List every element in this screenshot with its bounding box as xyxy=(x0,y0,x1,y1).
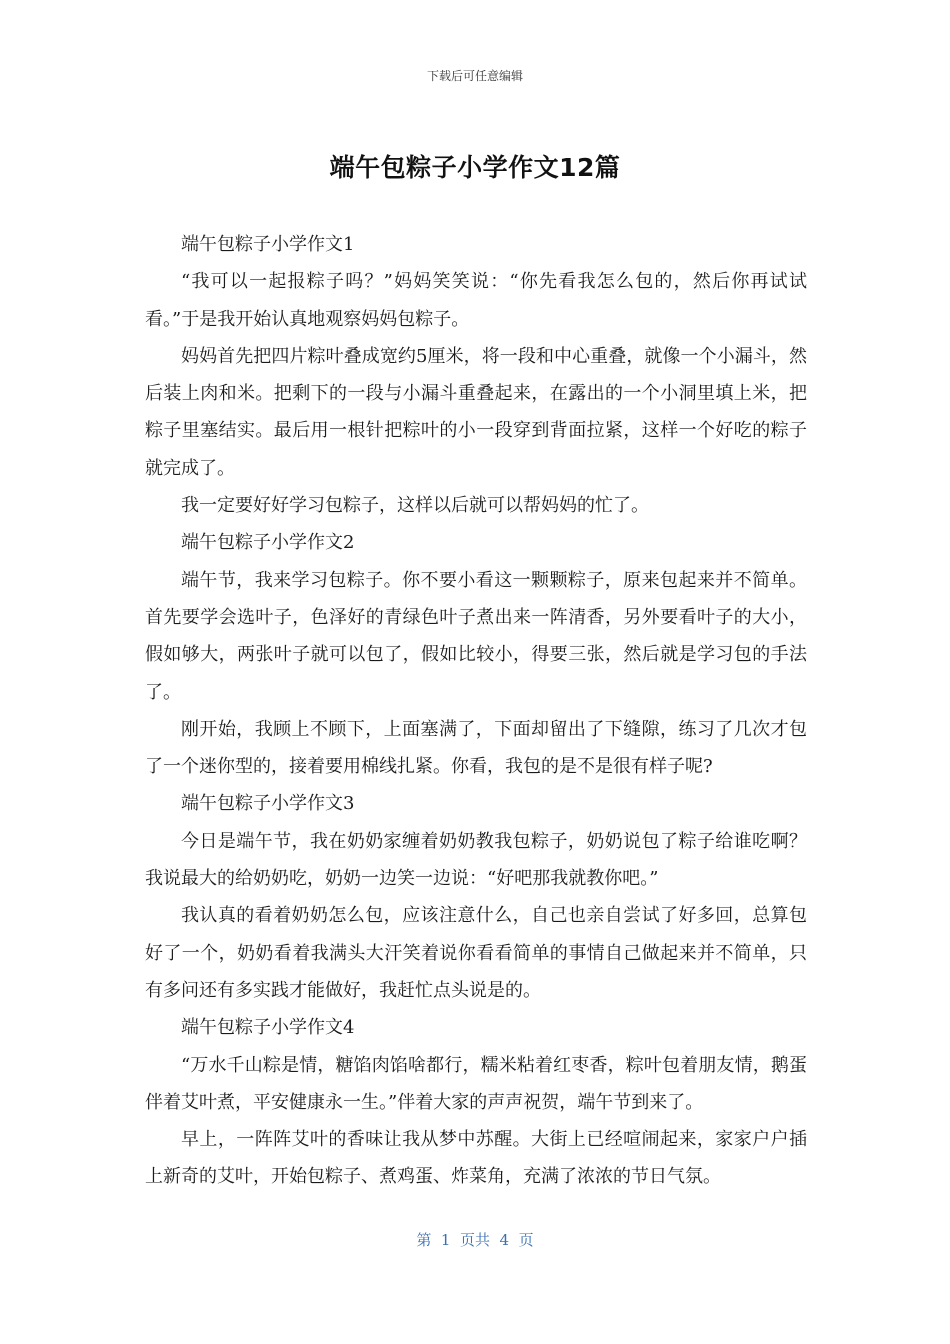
section-heading: 端午包粽子小学作文3 xyxy=(181,793,355,815)
paragraph: 早上，一阵阵艾叶的香味让我从梦中苏醒。大街上已经喧闹起来，家家户户插上新奇的艾叶，开始包粽子、煮鸡蛋、炸菜角，充满了浓浓的节日气氛。 xyxy=(145,1129,807,1188)
page-number-footer: 第 1 页共 4 页 xyxy=(416,1231,534,1249)
document-body xyxy=(145,226,807,1196)
section-heading: 端午包粽子小学作文1 xyxy=(181,234,355,255)
header-note: 下载后可任意编辑 xyxy=(426,69,523,83)
section-heading: 端午包粽子小学作文2 xyxy=(181,532,355,554)
paragraph: 我认真的看着奶奶怎么包，应该注意什么，自己也亲自尝试了好多回，总算包好了一个，奶奶看着我满头大汗笑着说你看看简单的事情自己做起来并不简单，只有多问还有多实践才能做好，我赶忙点头说是的。 xyxy=(145,905,807,1001)
document-title: 端午包粽子小学作文12篇 xyxy=(329,153,621,182)
section-heading: 端午包粽子小学作文4 xyxy=(181,1017,355,1039)
paragraph: 端午节，我来学习包粽子。你不要小看这一颗颗粽子，原来包起来并不简单。首先要学会选叶子，色泽好的青绿色叶子煮出来一阵清香，另外要看叶子的大小，假如够大，两张叶子就可以包了，假如比较小，得要三张，然后就是学习包的手法了。 xyxy=(145,569,807,703)
paragraph: 刚开始，我顾上不顾下，上面塞满了，下面却留出了下缝隙，练习了几次才包了一个迷你型的，接着要用棉线扎紧。你看，我包的是不是很有样子呢? xyxy=(145,718,807,778)
paragraph: “我可以一起报粽子吗？”妈妈笑笑说：“你先看我怎么包的，然后你再试试看。”于是我开始认真地观察妈妈包粽子。 xyxy=(145,271,807,330)
paragraph: 我一定要好好学习包粽子，这样以后就可以帮妈妈的忙了。 xyxy=(181,495,649,517)
paragraph: 妈妈首先把四片粽叶叠成宽约5厘米，将一段和中心重叠，就像一个小漏斗，然后装上肉和米。把剩下的一段与小漏斗重叠起来，在露出的一个小洞里填上米，把粽子里塞结实。最后用一根针把粽叶的小一段穿到背面拉紧，这样一个好吃的粽子就完成了。 xyxy=(145,345,807,479)
paragraph: “万水千山粽是情，糖馅肉馅啥都行，糯米粘着红枣香，粽叶包着朋友情，鹅蛋伴着艾叶煮，平安健康永一生。”伴着大家的声声祝贺，端午节到来了。 xyxy=(145,1054,807,1113)
paragraph: 今日是端午节，我在奶奶家缠着奶奶教我包粽子，奶奶说包了粽子给谁吃啊？我说最大的给奶奶吃，奶奶一边笑一边说：“好吧那我就教你吧。” xyxy=(145,830,807,890)
